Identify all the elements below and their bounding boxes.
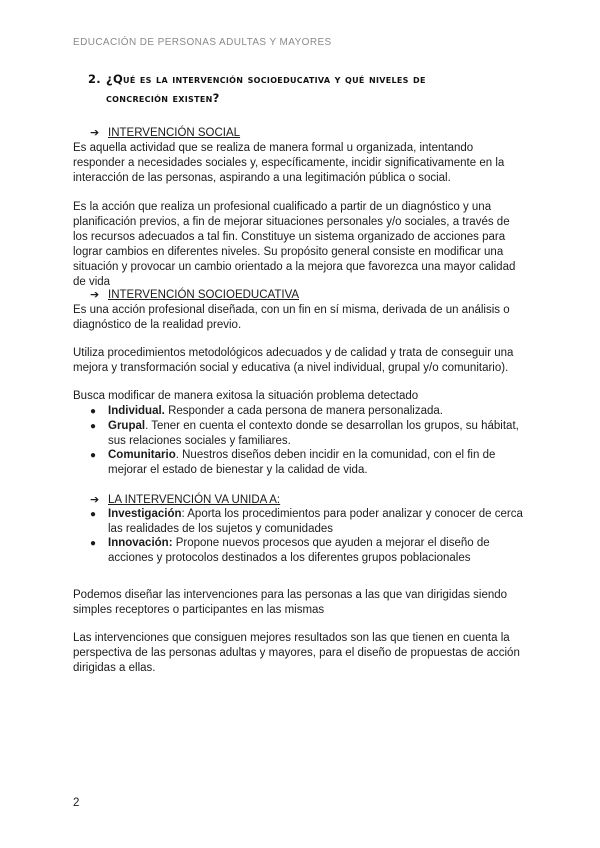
page-number: 2: [73, 797, 80, 809]
heading-text: INTERVENCIÓN SOCIAL: [108, 127, 241, 139]
list-item-term: Grupal: [108, 420, 146, 432]
heading-text: LA INTERVENCIÓN VA UNIDA A:: [108, 494, 281, 506]
paragraph: Podemos diseñar las intervenciones para las personas a las que van dirigidas siendo simples receptores o participantes en las mismas: [73, 589, 508, 616]
list-item: [90, 536, 526, 566]
paragraph: Es la acción que realiza un profesional cualificado a partir de un diagnóstico y una planificación previos, a fin de mejorar situaciones personales y/o sociales, a través de los recursos adecuados a tal fin. Constituye un sistema organizado de acciones para lograr cambios en diferentes niveles. Su propósito general consiste en modificar una situación y provocar un cambio orientado a la mejora que favorezca una mayor calidad de vida: [73, 201, 516, 288]
list-item: [90, 419, 526, 449]
list-item-text: Responder a cada persona de manera personalizada.: [164, 405, 443, 417]
bullet-icon: ●: [90, 421, 97, 432]
section-title: [88, 70, 508, 108]
list-item-text: . Nuestros diseños deben incidir en la comunidad, con el fin de mejorar el estado de bienestar y la calidad de vida.: [108, 449, 496, 476]
list-item: [90, 448, 526, 478]
paragraph: Utiliza procedimientos metodológicos adecuados y de calidad y trata de conseguir una mejora y transformación social y educativa (a nivel individual, grupal y/o comunitario).: [73, 347, 514, 374]
bullet-icon: ●: [90, 509, 97, 520]
list-item-text: : Aporta los procedimientos para poder analizar y conocer de cerca las realidades de los sujetos y comunidades: [108, 508, 523, 535]
arrow-icon: ➔: [90, 288, 100, 301]
list-item-term: Individual.: [108, 405, 165, 417]
list-item-term: Innovación:: [108, 537, 173, 549]
paragraph: Busca modificar de manera exitosa la situación problema detectado: [73, 390, 419, 402]
list-item: [90, 507, 526, 537]
heading-intervencion-social: [90, 126, 240, 140]
arrow-icon: ➔: [90, 493, 100, 506]
list-item-text: Propone nuevos procesos que ayuden a mejorar el diseño de acciones y protocolos destinados a los diferentes grupos poblacionales: [108, 537, 490, 564]
title-number: 2.: [88, 72, 101, 86]
heading-intervencion-socioeducativa: [90, 288, 299, 302]
bullet-icon: ●: [90, 450, 97, 461]
list-item: [90, 404, 526, 419]
paragraph: Es aquella actividad que se realiza de manera formal u organizada, intentando responder a necesidades sociales y, específicamente, incidir significativamente en la interacción de las personas, aspirando a una legitimación pública o social.: [73, 142, 505, 184]
arrow-icon: ➔: [90, 126, 100, 139]
title-line-1: ¿Qué es la intervención socioeducativa y qué niveles de: [106, 72, 426, 86]
bullet-icon: ●: [90, 538, 97, 549]
list-item-term: Investigación: [108, 508, 182, 520]
title-line-2: concreción existen?: [106, 91, 220, 105]
bullet-icon: ●: [90, 406, 97, 417]
list-item-term: Comunitario: [108, 449, 176, 461]
list-item-text: . Tener en cuenta el contexto donde se desarrollan los grupos, su hábitat, sus relaciones sociales y familiares.: [108, 420, 519, 447]
heading-text: INTERVENCIÓN SOCIOEDUCATIVA: [108, 289, 300, 301]
page-header: EDUCACIÓN DE PERSONAS ADULTAS Y MAYORES: [73, 37, 332, 48]
paragraph: Las intervenciones que consiguen mejores resultados son las que tienen en cuenta la perspectiva de las personas adultas y mayores, para el diseño de propuestas de acción dirigidas a ellas.: [73, 632, 520, 674]
heading-intervencion-unida: [90, 493, 280, 507]
paragraph: Es una acción profesional diseñada, con un fin en sí misma, derivada de un análisis o diagnóstico de la realidad previo.: [73, 304, 510, 331]
